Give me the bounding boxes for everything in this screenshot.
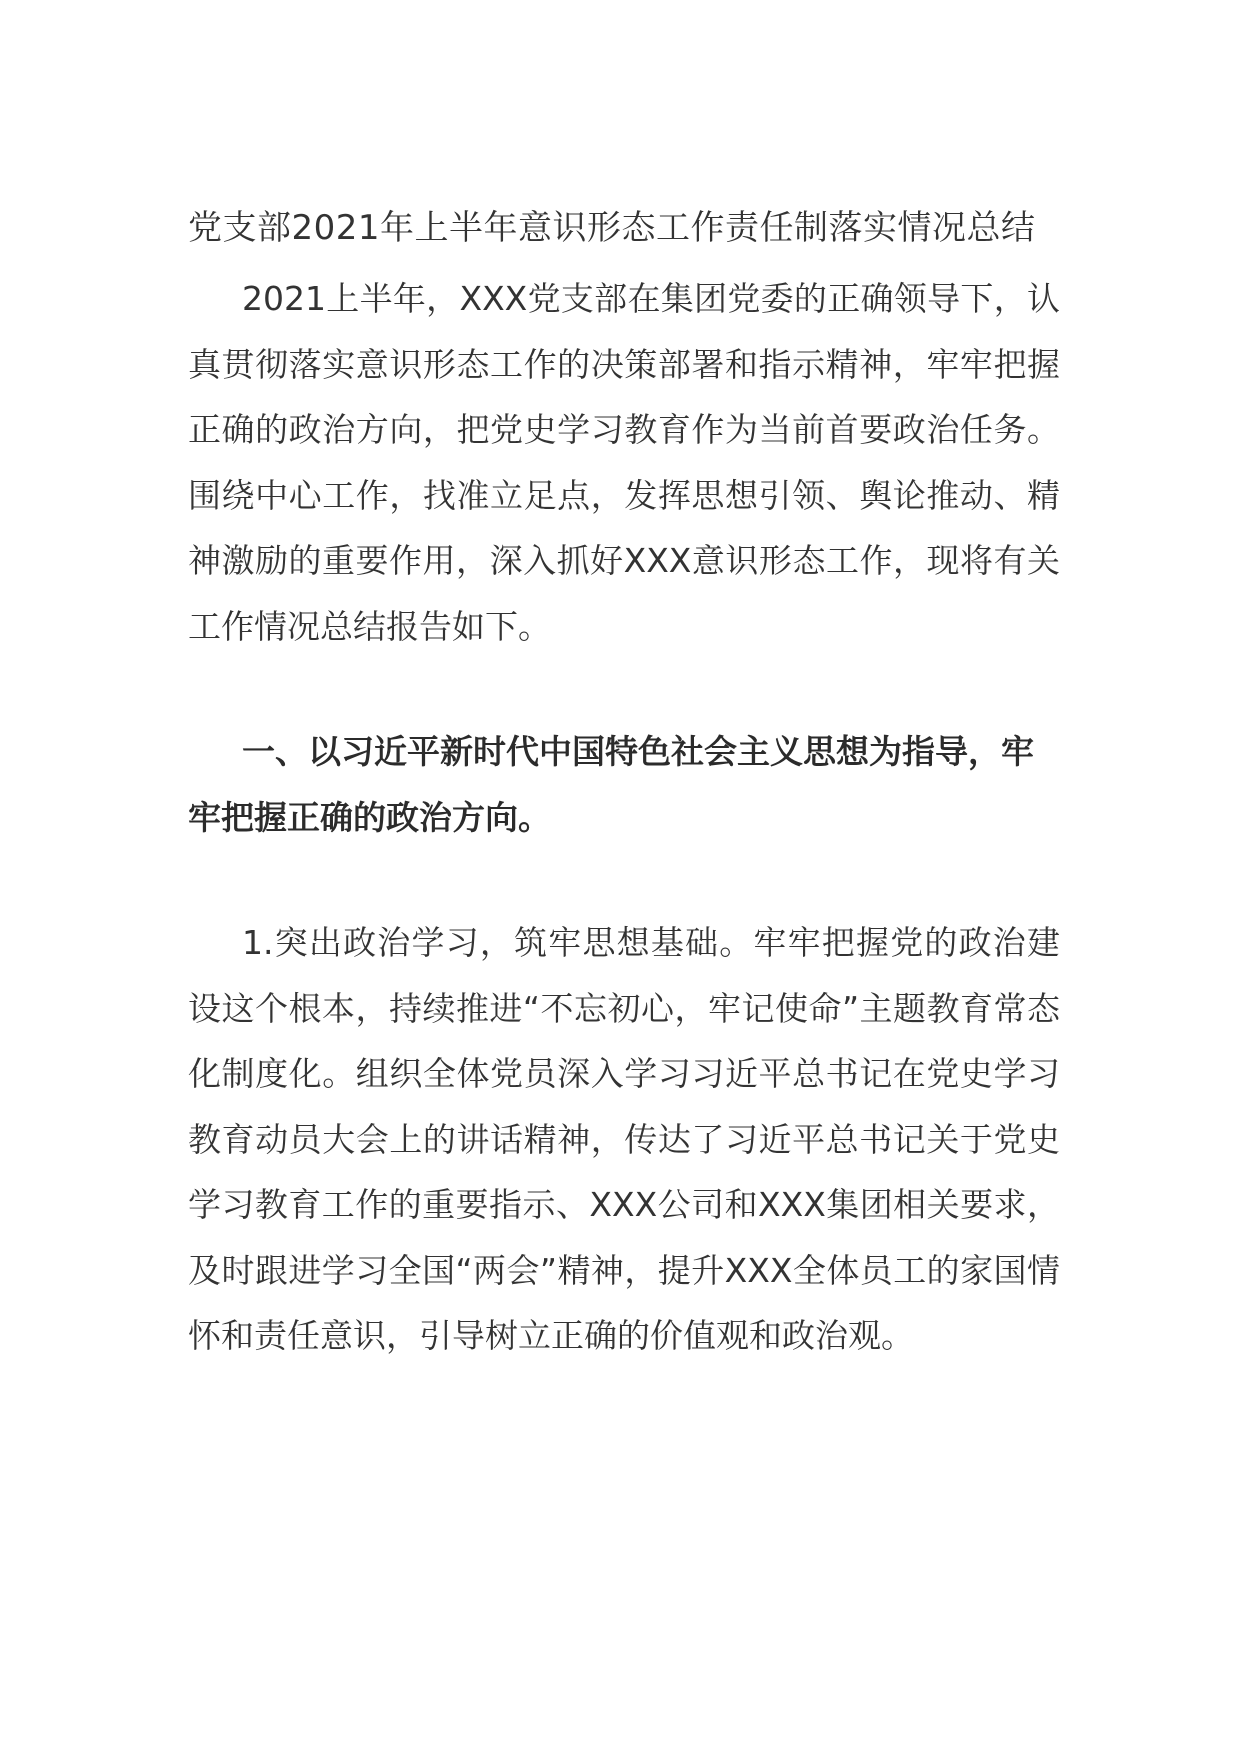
intro-paragraph: 2021上半年，XXX党支部在集团党委的正确领导下，认真贯彻落实意识形态工作的决策部署和指示精神，牢牢把握正确的政治方向，把党史学习教育作为当前首要政治任务。围绕中心工作，找准立足点，发挥思想引领、舆论推动、精神激励的重要作用，深入抓好XXX意识形态工作，现将有关工作情况总结报告如下。 xyxy=(188,279,1060,646)
document-title: 党支部2021年上半年意识形态工作责任制落实情况总结 xyxy=(188,208,1036,248)
section-heading: 一、以习近平新时代中国特色社会主义思想为指导，牢牢把握正确的政治方向。 xyxy=(188,732,1034,837)
item-paragraph: 1.突出政治学习，筑牢思想基础。牢牢把握党的政治建设这个根本，持续推进“不忘初心，牢记使命”主题教育常态化制度化。组织全体党员深入学习习近平总书记在党史学习教育动员大会上的讲话精神，传达了习近平总书记关于党史学习教育工作的重要指示、XXX公司和XXX集团相关要求，及时跟进学习全国“两会”精神，提升XXX全体员工的家国情怀和责任意识，引导树立正确的价值观和政治观。 xyxy=(188,923,1060,1355)
spacer xyxy=(188,850,1060,910)
spacer xyxy=(188,659,1060,719)
document-page xyxy=(188,200,1060,1369)
